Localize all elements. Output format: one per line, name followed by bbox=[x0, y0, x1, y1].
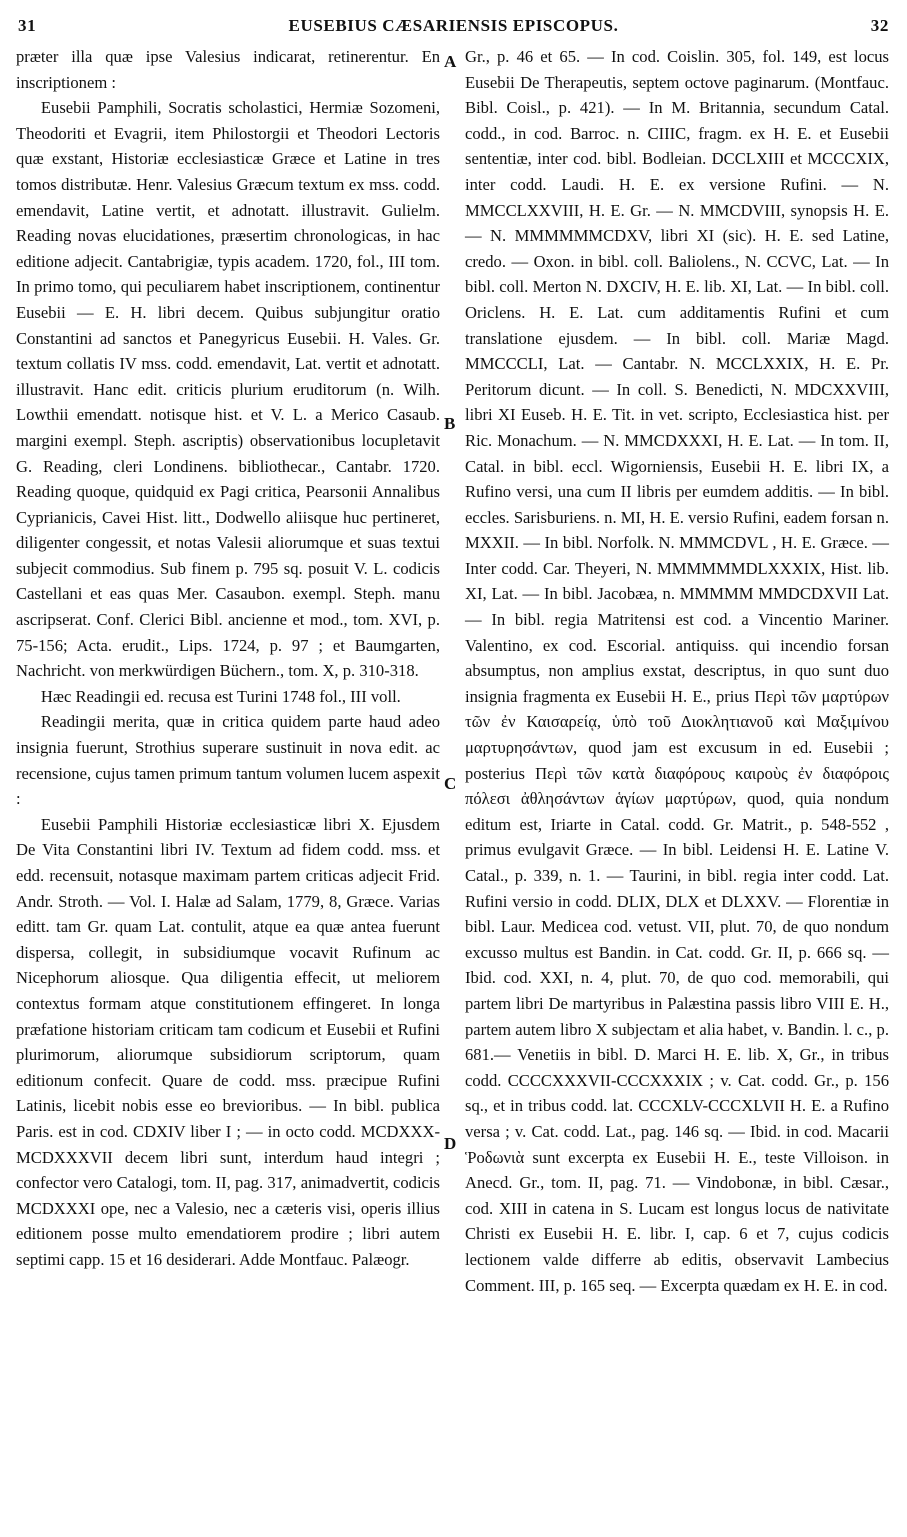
paragraph: Eusebii Pamphili Historiæ ecclesiasticæ libri X. Ejusdem De Vita Constantini libri IV. Textum ad fidem codd. mss. et edd. recensuit, notasque maximam partem criticas adjecit Frid. Andr. Stroth. — Vol. I. Halæ ad Salam, 1779, 8, Græce. Varias editt. tam Gr. quam Lat. contulit, atque ea quæ antea fuerunt dispersa, collegit, in subsidiumque vocavit Rufinum ac Nicephorum aliosque. Qua diligentia effecit, ut meliorem contextus formam atque constitutionem effingeret. In longa præfatione historiam criticam tam codicum et Eusebii et Rufini plurimorum, aliorumque subsidiorum scriptorum, quam editionum confecit. Quare de codd. mss. præcipue Rufini Latinis, licebit nobis esse eo brevioribus. — In bibl. publica Paris. est in cod. CDXIV liber I ; — in octo codd. MCDXXX-MCDXXXVII decem libri sunt, interdum haud integri ; confector vero Catalogi, tom. II, pag. 317, animadvertit, codicis MCDXXXI ope, nec a Valesio, nec a cæteris visi, operis illius editionem posse multo emendatiorem prodire ; libri autem septimi capp. 15 et 16 desiderari. Adde Montfauc. Palæogr. bbox=[16, 814, 440, 1269]
right-column bbox=[465, 44, 889, 1298]
margin-marker-b: B bbox=[444, 414, 456, 433]
page-number-right: 32 bbox=[870, 16, 889, 35]
paragraph: præter illa quæ ipse Valesius indicarat, retinerentur. En inscriptionem : bbox=[16, 47, 440, 92]
paragraph: Gr., p. 46 et 65. — In cod. Coislin. 305, fol. 149, est locus Eusebii De Therapeutis, septem octove paginarum. (Montfauc. Bibl. Coisl., p. 421). — In M. Britannia, secundum Catal. codd., in cod. Barroc. n. CIIIC, fragm. ex H. E. et Eusebii sententiæ, inter cod. bibl. Bodleian. DCCLXIII et MCCCXIX, inter codd. Laudi. H. E. ex versione Rufini. — N. MMCCLXXVIII, H. E. Gr. — N. MMCDVIII, synopsis H. E. — N. MMMMMMCDXV, libri XI (sic). H. E. sed Latine, credo. — Oxon. in bibl. coll. Baliolens., N. CCVC, Lat. — In bibl. coll. Merton N. DXCIV, H. E. lib. XI, Lat. — In bibl. coll. Oriclens. H. E. Lat. cum additamentis Rufini et cum translatione ejusdem. — In bibl. coll. Mariæ Magd. MMCCCLI, Lat. — Cantabr. N. MCCLXXIX, H. E. Pr. Peritorum dicunt. — In coll. S. Benedicti, N. MDCXXVIII, libri XI Euseb. H. E. Tit. in vet. scripto, Ecclesiastica hist. per Ric. Monachum. — N. MMCDXXXI, H. E. Lat. — In tom. II, Catal. in bibl. eccl. Wigorniensis, Eusebii H. E. libri IX, a Rufino versi, una cum II libris per eumdem additis. — In bibl. eccles. Sarisburiens. n. MI, H. E. versio Rufini, eadem forsan n. MXXII. — In bibl. Norfolk. N. MMMCDVL , H. E. Græce. — Inter codd. Car. Theyeri, N. MMMMMMDLXXXIX, Hist. lib. XI, Lat. — In bibl. Jacobæa, n. MMMMM MMDCDXVII Lat. — In bibl. regia Matritensi est cod. a Vincentio Mariner. Valentino, ex cod. Escorial. antiquiss. qui incendio forsan absumptus, non amplius exstat, descriptus, in quo sunt duo insignia fragmenta ex Eusebii H. E., prius Περὶ τῶν μαρτύρων τῶν ἐν Καισαρείᾳ, ὑπὸ τοῦ Διοκλητιανοῦ καὶ Μαξιμίνου μαρτυρησάντων, quod jam est excusum in ed. Eusebii ; posterius Περὶ τῶν κατὰ διαφόρους καιροὺς ἐν διαφόροις πόλεσι ἀθλησάντων ἁγίων μαρτύρων, quod, quia nondum editum est, Iriarte in Catal. codd. Gr. Matrit., p. 548-552 , primus evulgavit Græce. — In bibl. Leidensi H. E. Latine V. Catal., p. 339, n. 1. — Taurini, in bibl. regia inter codd. Lat. Rufini versio in codd. DLIX, DLX et DLXXV. — Florentiæ in bibl. Laur. Medicea cod. vetust. VII, plut. 70, de quo nondum excusso multus est Bandin. in Cat. codd. Gr. II, p. 666 sq. — Ibid. cod. XXI, n. 4, plut. 70, de quo cod. memorabili, qui partem libri De martyribus in Palæstina passis libro VIII E. H., partem autem libro X subjectam et alia habet, v. Bandin. l. c., p. 681.— Venetiis in bibl. D. Marci H. E. lib. X, Gr., in tribus codd. CCCCXXXVII-CCCXXXIX ; v. Cat. codd. Gr., p. 156 sq., et in tribus codd. lat. CCCXLV-CCCXLVII H. E. a Rufino versa ; v. Cat. codd. Lat., pag. 146 sq. — Ibid. in cod. Macarii Ῥοδωνιὰ sunt excerpta ex Eusebii H. E., teste Villoison. in Anecd. Gr., tom. II, pag. 71. — Vindobonæ, in bibl. Cæsar., cod. XIII in catena in S. Lucam est longus locus de nativitate Christi ex Eusebii H. E. libr. I, cap. 6 et 7, cujus codicis lectionem valde differre ab editis, observavit Lambecius Comment. III, p. 165 seq. — Excerpta quædam ex H. E. in cod. bbox=[465, 47, 889, 1295]
page-number-left: 31 bbox=[18, 16, 37, 35]
margin-marker-c: C bbox=[444, 774, 457, 793]
paragraph: Hæc Readingii ed. recusa est Turini 1748 fol., III voll. bbox=[40, 686, 401, 706]
running-title: EUSEBIUS CÆSARIENSIS EPISCOPUS. bbox=[288, 16, 619, 35]
left-column bbox=[16, 44, 440, 1273]
margin-marker-d: D bbox=[444, 1134, 457, 1153]
margin-marker-a: A bbox=[444, 52, 457, 71]
margin-markers bbox=[440, 44, 465, 1524]
paragraph: Eusebii Pamphili, Socratis scholastici, Hermiæ Sozomeni, Theodoriti et Evagrii, item Philostorgii et Theodori Lectoris quæ exstant, Historiæ ecclesiasticæ Græce et Latine in tres tomos distributæ. Henr. Valesius Græcum textum ex mss. codd. emendavit, Latine vertit, et adnotatt. illustravit. Gulielm. Reading novas elucidationes, præsertim chronologicas, in hac editione adjecit. Cantabrigiæ, typis academ. 1720, fol., III tom. In primo tomo, qui peculiarem habet inscriptionem, continentur Eusebii — E. H. libri decem. Quibus subjungitur oratio Constantini ad sanctos et Panegyricus Eusebii. H. Vales. Gr. textum collatis IV mss. codd. emendavit, Lat. vertit et adnotatt. illustravit. Hanc edit. criticis plurium eruditorum (n. Wilh. Lowthii emendatt. notisque hist. et V. L. a Merico Casaub. margini exempl. Steph. ascriptis) observationibus locupletavit G. Reading, cleri Londinens. bibliothecar., Cantabr. 1720. Reading quoque, quidquid ex Pagi critica, Pearsonii Annalibus Cyprianicis, Cavei Hist. litt., Dodwello aliisque huc pertineret, diligenter congessit, et notas Valesii aliorumque et suas textui subjecit commodius. Sub finem p. 795 sq. posuit V. L. codicis Castellani et eas quas Mer. Casaubon. exempl. Steph. manu ascripserat. Conf. Clerici Bibl. ancienne et mod., tom. XVI, p. 75-156; Acta. erudit., Lips. 1724, p. 97 ; et Baumgarten, Nachricht. von merkwürdigen Büchern., tom. X, p. 310-318. bbox=[16, 98, 440, 681]
paragraph: Readingii merita, quæ in critica quidem parte haud adeo insignia fuerunt, Strothius superare sustinuit in nova edit. ac recensione, cujus tamen primum tantum volumen lucem aspexit : bbox=[16, 712, 440, 809]
running-header bbox=[18, 12, 889, 42]
